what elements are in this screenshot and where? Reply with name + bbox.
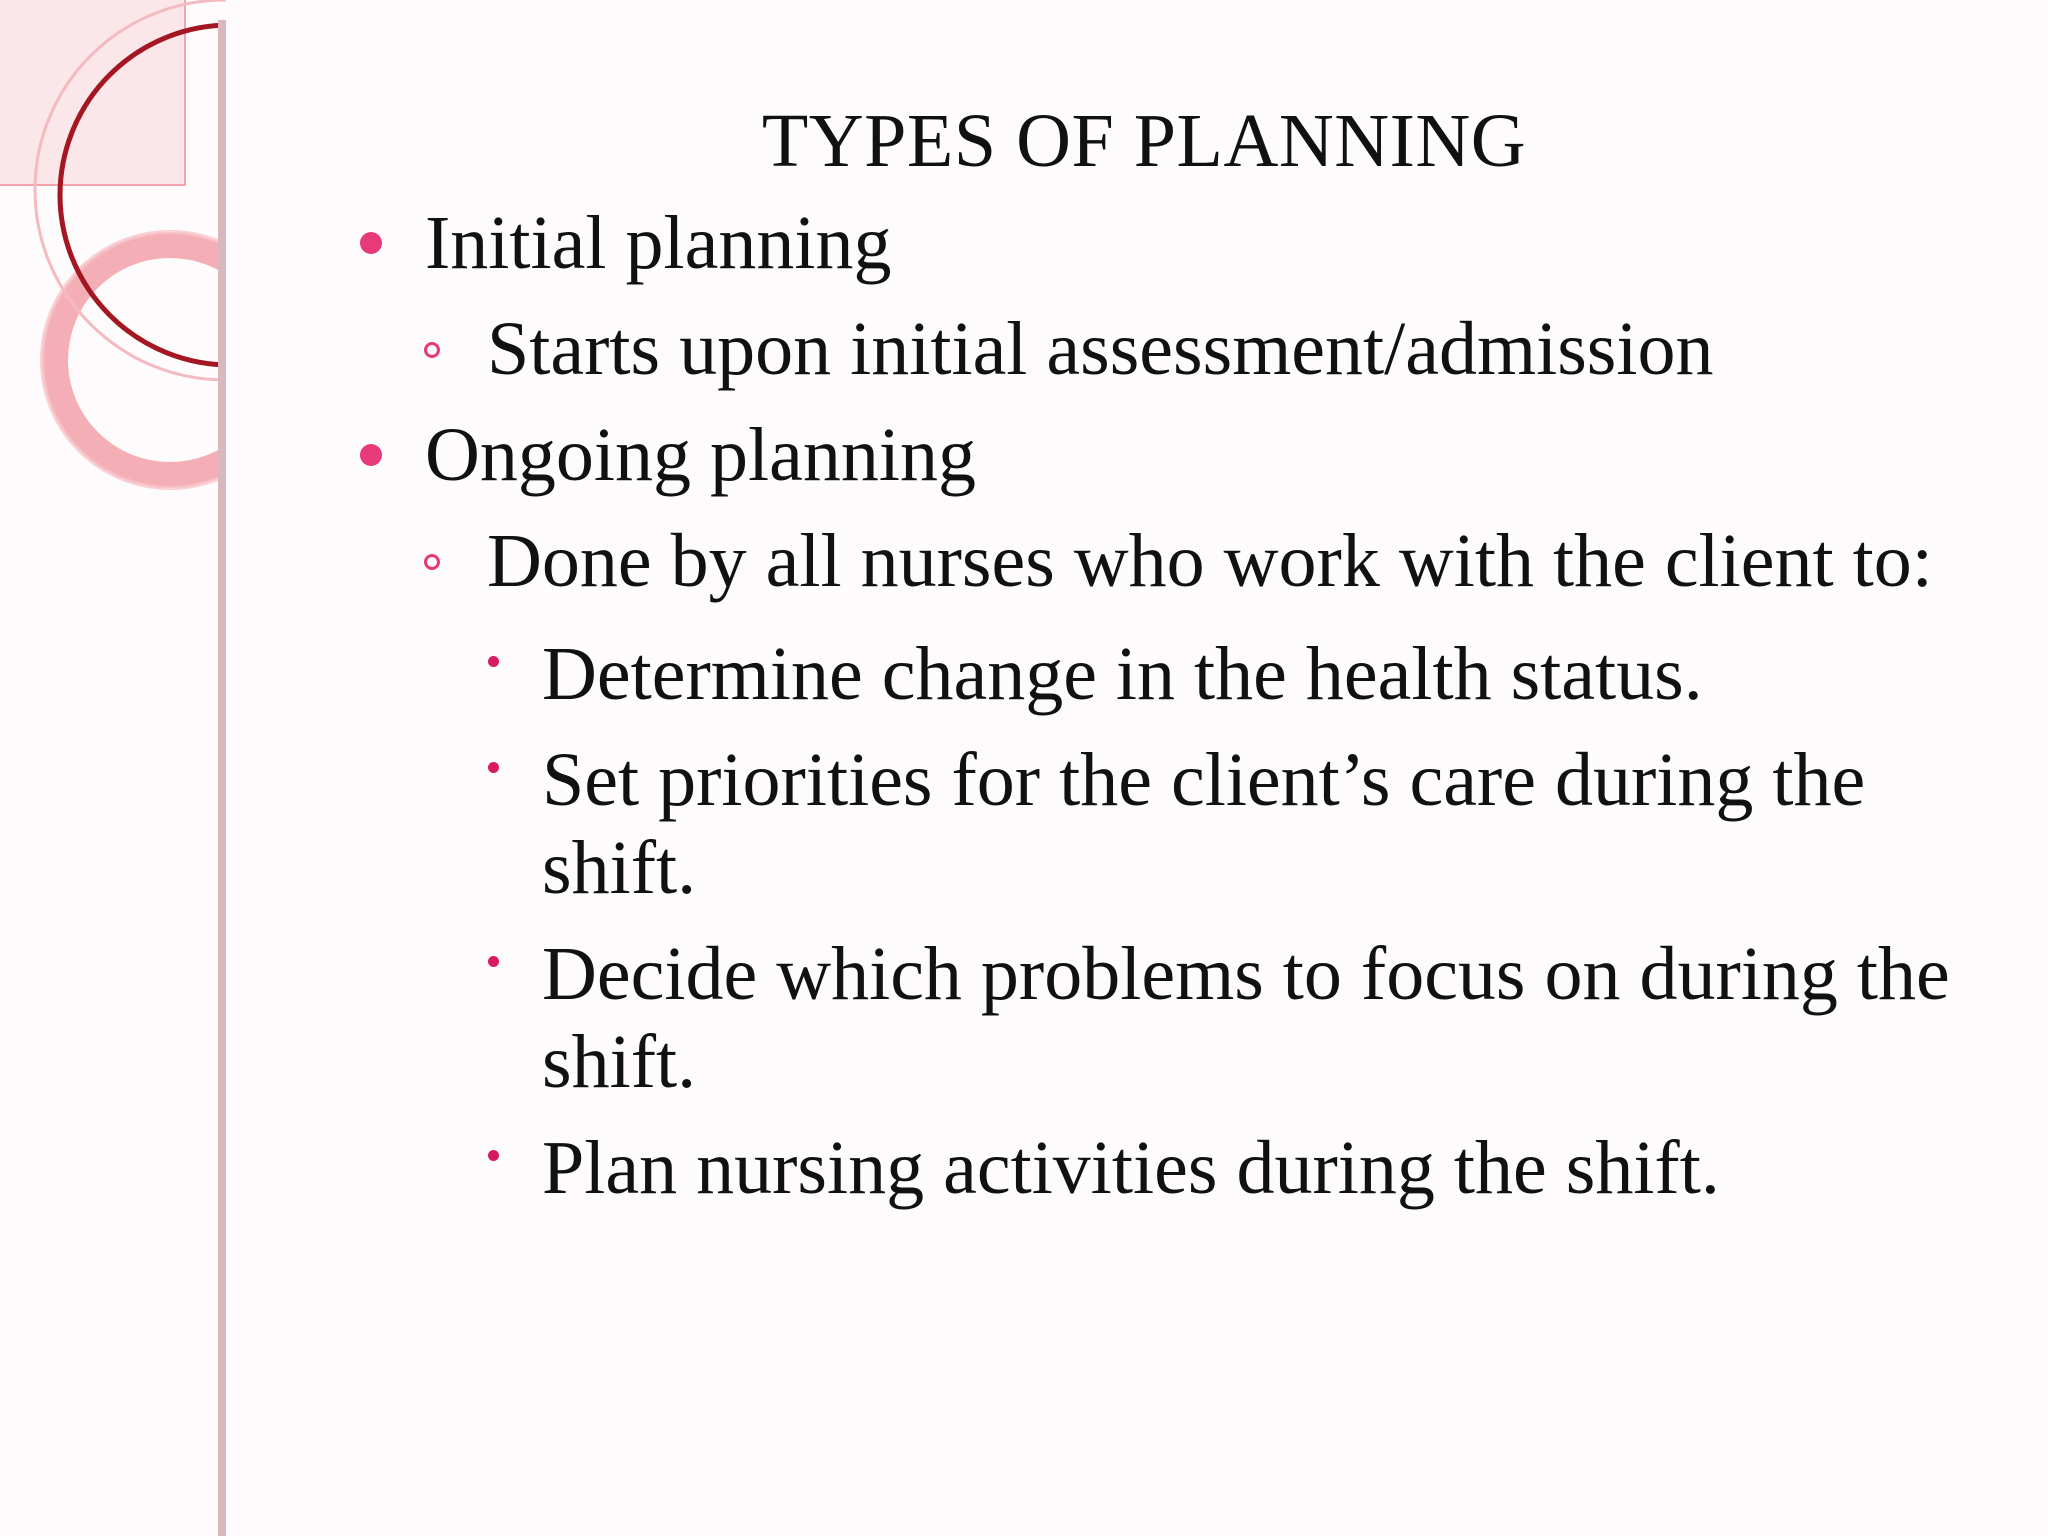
sub-sub-bullet-set-priorities — [482, 736, 2002, 912]
sub-bullet-done-by-nurses — [422, 516, 2047, 606]
sub-sub-bullet-determine-change — [482, 630, 2002, 718]
hollow-bullet-icon — [424, 554, 440, 570]
decorative-circles-graphic — [0, 0, 240, 1536]
sub-bullet-text: Done by all nurses who work with the client to: — [487, 519, 1933, 603]
slide-title: TYPES OF PLANNING — [761, 99, 1527, 183]
bullet-ongoing-planning — [360, 410, 2000, 500]
sub-bullet-text: Starts upon initial assessment/admission — [487, 307, 1714, 391]
sub-sub-bullet-decide-problems — [482, 930, 2002, 1106]
small-dot-bullet-icon — [488, 762, 499, 773]
vertical-side-bar — [218, 20, 226, 1536]
sub-sub-bullet-text: Decide which problems to focus on during the shift. — [542, 932, 1950, 1104]
bullet-dot-icon — [360, 232, 382, 254]
bullet-dot-icon — [360, 444, 382, 466]
small-dot-bullet-icon — [488, 656, 499, 667]
small-dot-bullet-icon — [488, 1150, 499, 1161]
sub-sub-bullet-text: Set priorities for the client’s care during the shift. — [542, 738, 1866, 910]
sub-sub-bullet-plan-activities — [482, 1124, 2002, 1212]
sub-sub-bullet-text: Plan nursing activities during the shift. — [542, 1126, 1720, 1210]
bullet-text: Ongoing planning — [425, 413, 976, 497]
sub-sub-bullet-text: Determine change in the health status. — [542, 632, 1703, 716]
bullet-initial-planning — [360, 198, 2000, 288]
hollow-bullet-icon — [424, 342, 440, 358]
small-dot-bullet-icon — [488, 956, 499, 967]
slide-bullet-list — [360, 198, 2000, 1230]
sub-bullet-starts-upon — [422, 304, 2000, 394]
bullet-text: Initial planning — [425, 201, 892, 285]
